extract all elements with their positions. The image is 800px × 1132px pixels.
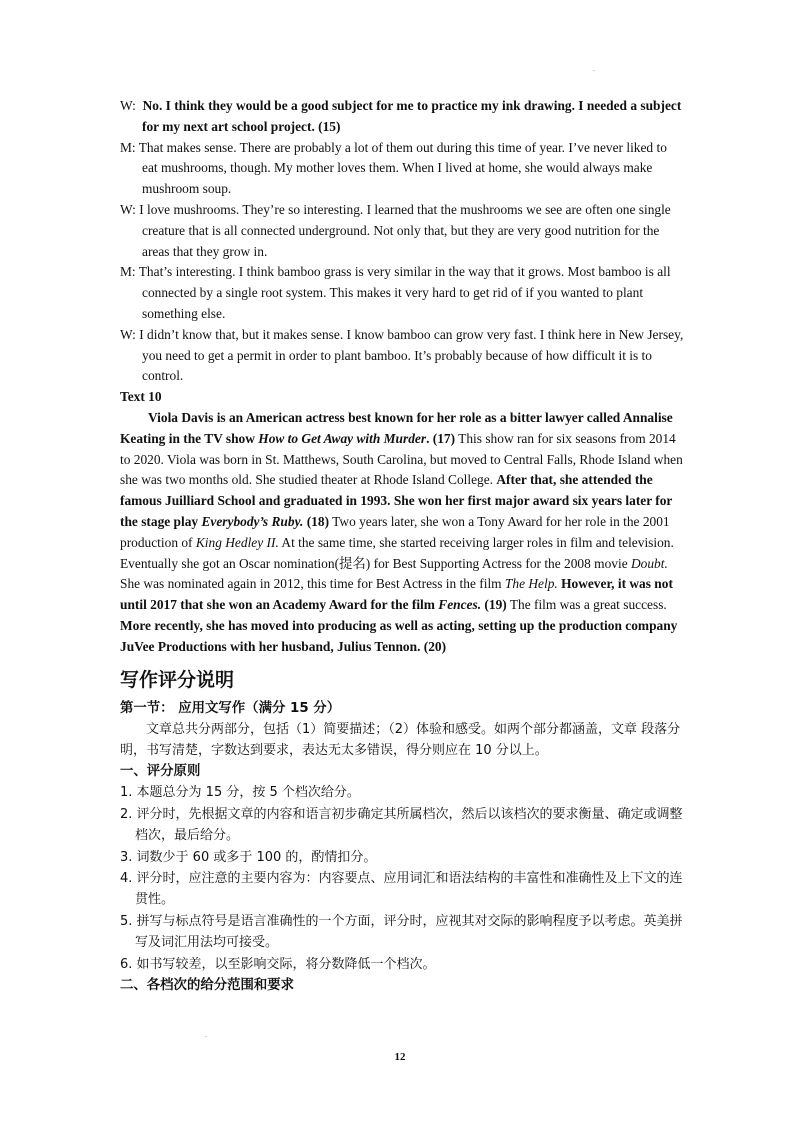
principles-heading: 一、评分原则: [120, 764, 201, 780]
dialogue-line-5: [120, 325, 685, 387]
movie-title: Doubt.: [630, 555, 668, 571]
speaker: M:: [120, 139, 136, 155]
section-title: 写作评分说明: [120, 668, 235, 691]
principle-item: 2. 评分时，先根据文章的内容和语言初步确定其所属档次，然后以该档次的要求衡量、确定或调整档次，最后给分。: [120, 806, 683, 844]
bold-run: (18): [303, 513, 330, 529]
dialogue-text: No. I think they would be a good subject for me to practice my ink drawing. I needed a subject for my next art school project. (15): [142, 98, 682, 134]
bold-run: (19): [481, 597, 507, 613]
principle-item: 3. 词数少于 60 或多于 100 的，酌情扣分。: [120, 849, 377, 865]
film-title: Fences.: [438, 597, 482, 613]
bold-run: After that, she attended the famous Juilliard School and graduated in 1993. She won her first major award six years later for the stage play: [120, 472, 673, 529]
writing-rubric-section: [120, 667, 685, 996]
scan-mark: .: [593, 64, 595, 73]
text10-heading: Text 10: [120, 389, 162, 405]
dialogue-line-4: [120, 262, 685, 324]
dialogue-text: That makes sense. There are probably a lot of them out during this time of year. I’ve never liked to eat mushrooms, though. My mother loves them. When I lived at home, she would always make mushroom soup.: [138, 139, 667, 197]
dialogue-text: I didn’t know that, but it makes sense. I know bamboo can grow very fast. I think here in New Jersey, you need to get a permit in order to plant bamboo. It’s probably because of how difficult it is to control.: [139, 326, 684, 384]
plain-run: At the same time, she started receiving larger roles in film and television. Eventually she got an Oscar nomination(提名) for Best Supporting Actress for the 2008 movie: [120, 534, 674, 571]
plain-run: The film was a great success.: [506, 597, 667, 613]
tv-show-title: How to Get Away with Murder: [258, 430, 427, 446]
subsection-title: 第一节： 应用文写作（满分 15 分）: [120, 700, 341, 716]
bold-run: . (17): [426, 430, 456, 446]
principle-item: 1. 本题总分为 15 分，按 5 个档次给分。: [120, 785, 360, 801]
film-title: The Help.: [504, 576, 558, 592]
intro-paragraph: 文章总共分两部分，包括（1）简要描述；（2）体验和感受。如两个部分都涵盖，文章 段落分明，书写清楚，字数达到要求，表达无太多错误，得分则应在 10 分以上。: [120, 721, 681, 758]
speaker: W:: [120, 201, 136, 217]
page-content: [120, 96, 685, 996]
dialogue-line-2: [120, 138, 685, 200]
page-number: 12: [394, 1051, 406, 1063]
plain-run: She was nominated again in 2012, this time for Best Actress in the film: [120, 576, 505, 592]
dialogue-text: I love mushrooms. They’re so interesting. I learned that the mushrooms we see are often one single creature that is all connected underground. Not only that, but they are very good nutrition for the areas that they grow in.: [139, 201, 671, 259]
speaker: M:: [120, 264, 136, 280]
speaker: W:: [120, 326, 136, 342]
dialogue-section: [120, 96, 685, 658]
dialogue-text: That’s interesting. I think bamboo grass is very similar in the way that it grows. Most bamboo is all connected by a single root system. This makes it very hard to get rid of if you wanted to plant something else.: [138, 264, 671, 321]
speaker: W:: [120, 98, 136, 113]
bold-run: However, it was not until 2017 that she won an Academy Award for the film: [120, 576, 673, 613]
plain-run: This show ran for six seasons from 2014 to 2020. Viola was born in St. Matthews, South Carolina, but moved to Central Falls, Rhode Island when she was two months old. She studied theater at Rhode Island College.: [120, 430, 683, 488]
dialogue-line-1: [120, 96, 685, 138]
text10-paragraph: [120, 408, 685, 658]
scan-mark: .: [205, 1030, 207, 1039]
levels-heading: 二、各档次的给分范围和要求: [120, 977, 295, 993]
bold-run: More recently, she has moved into producing as well as acting, setting up the production company JuVee Productions with her husband, Julius Tennon. (20): [120, 617, 678, 654]
principle-item: 6. 如书写较差，以至影响交际，将分数降低一个档次。: [120, 956, 436, 972]
plain-run: Two years later, she won a Tony Award for her role in the 2001 production of: [120, 513, 670, 550]
principle-item: 4. 评分时，应注意的主要内容为：内容要点、应用词汇和语法结构的丰富性和准确性及上下文的连贯性。: [120, 870, 683, 908]
bold-run: Viola Davis is an American actress best known for her role as a bitter lawyer called Annalise Keating in the TV show: [120, 409, 673, 446]
play-title: Everybody’s Ruby.: [201, 513, 304, 529]
dialogue-line-3: [120, 200, 685, 262]
production-title: King Hedley II.: [195, 534, 279, 550]
principle-item: 5. 拼写与标点符号是语言准确性的一个方面，评分时，应视其对交际的影响程度予以考虑。英美拼写及词汇用法均可接受。: [120, 913, 683, 951]
